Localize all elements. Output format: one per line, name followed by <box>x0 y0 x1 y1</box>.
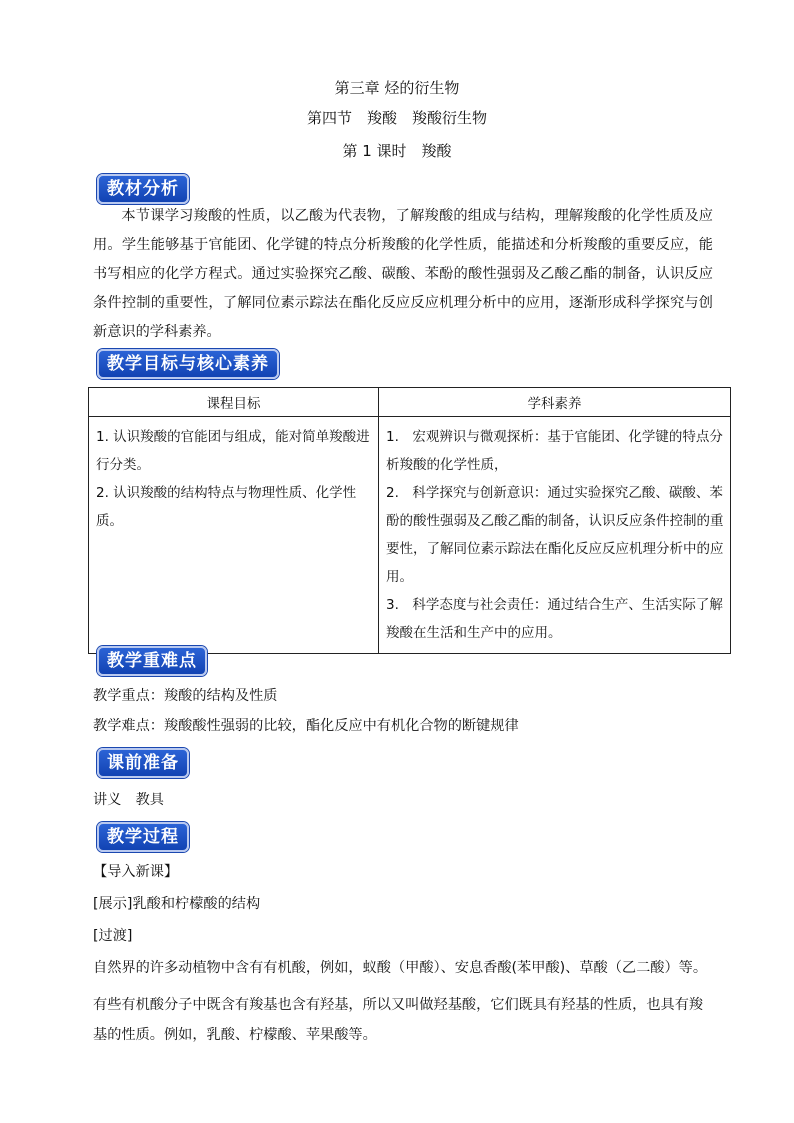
preparation-badge: 课前准备 <box>97 748 189 778</box>
subject-literacy-cell <box>379 417 731 654</box>
show-line: [展示]乳酸和柠檬酸的结构 <box>93 896 261 912</box>
process-paragraph-2: 有些有机酸分子中既含有羧基也含有羟基，所以又叫做羟基酸，它们既具有羟基的性质，也具有羧基的性质。例如，乳酸、柠檬酸、苹果酸等。 <box>93 997 704 1043</box>
process-paragraph-1: 自然界的许多动植物中含有有机酸，例如，蚁酸（甲酸）、安息香酸(苯甲酸)、草酸（乙二酸）等。 <box>93 960 708 976</box>
objectives-badge: 教学目标与核心素养 <box>97 349 279 379</box>
preparation-text: 讲义 教具 <box>93 792 164 808</box>
textbook-analysis-text: 本节课学习羧酸的性质，以乙酸为代表物，了解羧酸的组成与结构，理解羧酸的化学性质及应用。学生能够基于官能团、化学键的特点分析羧酸的化学性质，能描述和分析羧酸的重要反应，能书写相应的化学方程式。通过实验探究乙酸、碳酸、苯酚的酸性强弱及乙酸乙酯的制备，认识反应条件控制的重要性，了解同位素示踪法在酯化反应反应机理分析中的应用，逐渐形成科学探究与创新意识的学科素养。 <box>93 208 713 340</box>
key-points-badge: 教学重难点 <box>97 646 207 676</box>
literacy-item: 2. 科学探究与创新意识：通过实验探究乙酸、碳酸、苯酚的酸性强弱及乙酸乙酯的制备，认识反应条件控制的重要性，了解同位素示踪法在酯化反应反应机理分析中的应用。 <box>386 485 724 585</box>
process-badge: 教学过程 <box>97 822 189 852</box>
course-goal-item: 2. 认识羧酸的结构特点与物理性质、化学性质。 <box>96 485 357 529</box>
teaching-focus: 教学重点：羧酸的结构及性质 <box>93 688 278 704</box>
teaching-difficulty: 教学难点：羧酸酸性强弱的比较，酯化反应中有机化合物的断键规律 <box>93 718 519 734</box>
transition-line: [过渡] <box>93 928 133 944</box>
textbook-analysis-badge: 教材分析 <box>97 174 189 204</box>
chapter-title: 第三章 烃的衍生物 <box>334 79 460 97</box>
literacy-item: 3. 科学态度与社会责任：通过结合生产、生活实际了解羧酸在生活和生产中的应用。 <box>386 597 723 641</box>
intro-heading: 【导入新课】 <box>93 864 179 880</box>
course-goals-header: 课程目标 <box>89 388 379 417</box>
literacy-item: 1. 宏观辨识与微观探析：基于官能团、化学键的特点分析羧酸的化学性质， <box>386 429 723 473</box>
course-goals-cell <box>89 417 379 654</box>
course-goal-item: 1. 认识羧酸的官能团与组成，能对简单羧酸进行分类。 <box>96 429 370 473</box>
lesson-title: 第 1 课时 羧酸 <box>342 142 452 160</box>
section-title: 第四节 羧酸 羧酸衍生物 <box>306 109 487 127</box>
subject-literacy-header: 学科素养 <box>379 388 731 417</box>
objectives-table <box>88 387 731 654</box>
